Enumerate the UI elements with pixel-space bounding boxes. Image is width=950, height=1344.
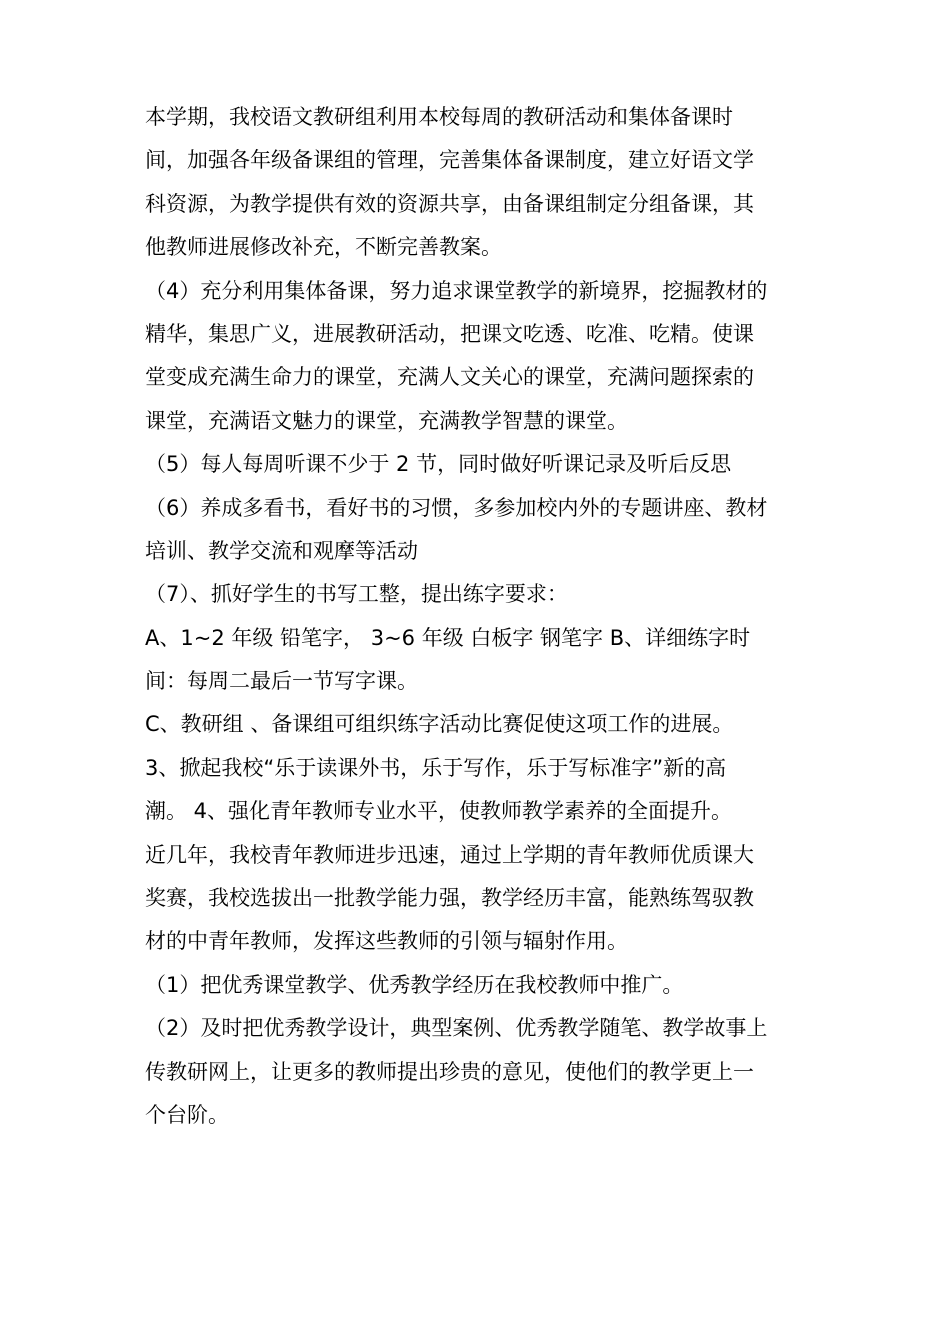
text-line: 堂变成充满生命力的课堂，充满人文关心的课堂，充满问题探索的: [145, 365, 754, 390]
text-line: 个台阶。: [145, 1102, 229, 1127]
text-line: （4）充分利用集体备课，努力追求课堂教学的新境界，挖掘教材的: [145, 278, 768, 303]
text-line: 他教师进展修改补充，不断完善教案。: [145, 235, 502, 260]
text-line: 培训、教学交流和观摩等活动: [145, 538, 418, 563]
text-line: （7）、抓好学生的书写工整，提出练字要求：: [145, 582, 568, 607]
text-line: 间：每周二最后一节写字课。: [145, 669, 418, 694]
text-line: C、教研组 、备课组可组织练字活动比赛促使这项工作的进展。: [145, 712, 734, 737]
text-line: （6）养成多看书，看好书的习惯，多参加校内外的专题讲座、教材: [145, 495, 768, 520]
text-line: A、1~2 年级 铅笔字， 3~6 年级 白板字 钢笔字 B、详细练字时: [145, 625, 751, 650]
text-line: 潮。 4、强化青年教师专业水平，使教师教学素养的全面提升。: [145, 799, 733, 824]
text-line: （2）及时把优秀教学设计，典型案例、优秀教学随笔、教学故事上: [145, 1016, 768, 1041]
text-line: 间，加强各年级备课组的管理，完善集体备课制度，建立好语文学: [145, 148, 754, 173]
text-line: 课堂，充满语文魅力的课堂，充满教学智慧的课堂。: [145, 408, 628, 433]
body-text: [145, 96, 825, 1137]
text-line: 精华，集思广义，进展教研活动，把课文吃透、吃准、吃精。使课: [145, 321, 754, 346]
text-line: 3、掀起我校“乐于读课外书，乐于写作，乐于写标准字”新的高: [145, 755, 727, 780]
text-line: 科资源，为教学提供有效的资源共享，由备课组制定分组备课，其: [145, 191, 754, 216]
text-line: 材的中青年教师，发挥这些教师的引领与辐射作用。: [145, 929, 628, 954]
text-line: 传教研网上，让更多的教师提出珍贵的意见，使他们的教学更上一: [145, 1059, 754, 1084]
text-line: 奖赛，我校选拔出一批教学能力强，教学经历丰富，能熟练驾驭教: [145, 886, 754, 911]
text-line: 本学期，我校语文教研组利用本校每周的教研活动和集体备课时: [145, 105, 733, 129]
text-line: （1）把优秀课堂教学、优秀教学经历在我校教师中推广。: [145, 972, 684, 997]
text-line: 近几年，我校青年教师进步迅速，通过上学期的青年教师优质课大: [145, 842, 754, 867]
text-line: （5）每人每周听课不少于 2 节，同时做好听课记录及听后反思: [145, 452, 732, 477]
